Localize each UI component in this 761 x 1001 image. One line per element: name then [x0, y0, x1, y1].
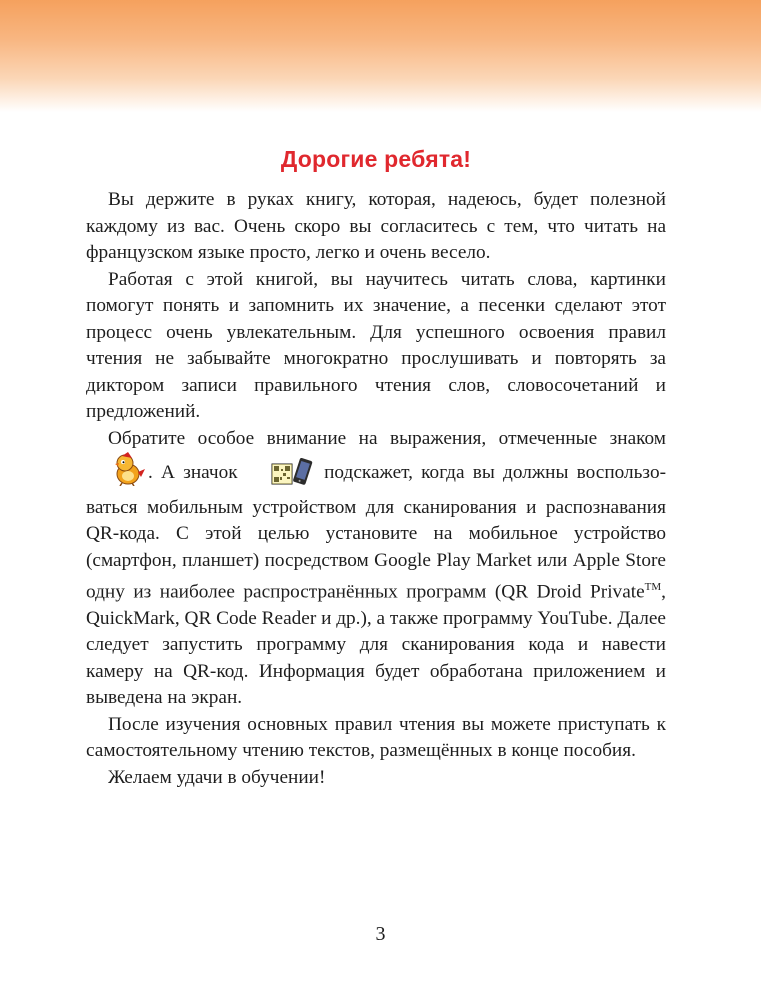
qr-phone-icon: [248, 458, 314, 495]
paragraph-icons-text-4: , QuickMark, QR Code Reader и др.), а также программу YouTube. Далее следует запустить программу для сканирования кода и навести камеру на QR-код. Информация будет обработана приложением и выведена на экран.: [86, 581, 666, 709]
paragraph-icons-text-2: . А значок: [148, 462, 238, 483]
paragraph-intro: Вы держите в руках книгу, которая, надеюсь, будет полезной каждому из вас. Очень скоро вы согласитесь с тем, что читать на французском языке просто, легко и очень весело.: [86, 189, 666, 263]
paragraph-wish: Желаем удачи в обучении!: [108, 766, 326, 788]
trademark-mark: TM: [644, 581, 662, 593]
page-content: [86, 146, 666, 791]
paragraph-icons-text-3: подскажет, когда вы должны воспользоваться мобильным устройством для сканирования и распознавания QR-кода. С этой целью установите на мобильное устройство (смартфон, планшет) посредством Google Play Market или Apple Store одну из наиболее распространённых программ (QR Droid Private: [86, 462, 667, 603]
paragraph-icons-text-1: Обратите особое внимание на выражения, отмеченные знаком: [108, 427, 666, 449]
paragraph-working: Работая с этой книгой, вы научитесь читать слова, картинки помогут понять и запомнить их значение, а песенки сделают этот процесс очень увлекательным. Для успешного освоения правил чтения не забывайте многократно прослушивать и повторять за диктором записи правильного чтения слов, словосочетаний и предложений.: [86, 268, 666, 422]
page-number: 3: [375, 923, 386, 945]
paragraph-icons: [86, 426, 666, 712]
page-title: Дорогие ребята!: [280, 146, 472, 172]
header-band: [0, 0, 761, 112]
paragraph-after: После изучения основных правил чтения вы можете приступать к самостоятельному чтению текстов, размещённых в конце пособия.: [86, 713, 666, 762]
bird-mascot-icon: [88, 452, 146, 495]
